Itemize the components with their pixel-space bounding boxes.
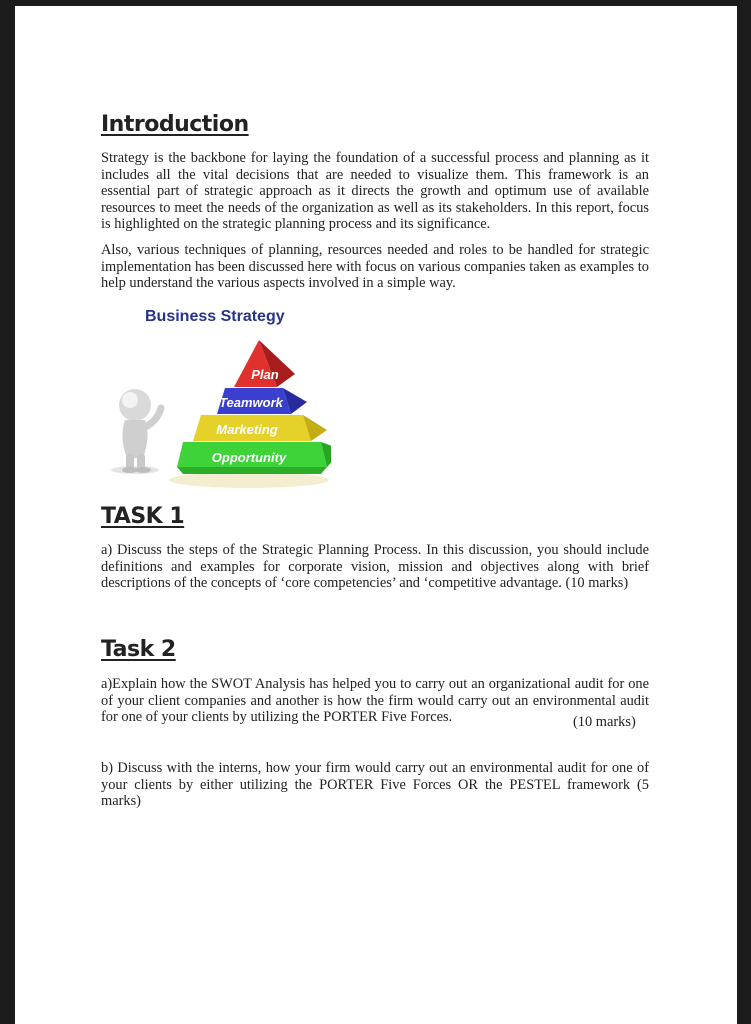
business-strategy-figure — [99, 304, 331, 489]
level-label-teamwork: Teamwork — [219, 395, 283, 410]
pyramid-tier-marketing — [193, 415, 327, 441]
task2-question-a-marks: (10 marks) — [573, 714, 636, 730]
task1-heading: TASK 1 — [101, 504, 185, 529]
level-label-marketing: Marketing — [216, 422, 278, 437]
intro-paragraph-1: Strategy is the backbone for laying the foundation of a successful process and planning as it includes all the vital decisions that are needed to visualize them. This framework is an essential part of strategic approach as it directs the growth and optimum use of available resources to meet the needs of the organization as well as its stakeholders. In this report, focus is highlighted on the strategic planning process and its significance. — [101, 150, 649, 233]
thinking-figure-icon — [111, 389, 161, 474]
task2-heading: Task 2 — [101, 637, 176, 662]
figure-title: Business Strategy — [145, 308, 285, 325]
task1-question: a) Discuss the steps of the Strategic Planning Process. In this discussion, you should include definitions and examples for corporate vision, mission and objectives along with brief descriptions of the concepts of ‘core competencies’ and ‘competitive advantage. (10 marks) — [101, 542, 649, 592]
ground-shadow — [169, 472, 329, 488]
introduction-heading: Introduction — [101, 112, 249, 137]
pyramid-tier-plan — [234, 340, 295, 387]
pyramid-tier-opportunity — [177, 442, 331, 474]
task2-question-b: b) Discuss with the interns, how your firm would carry out an environmental audit for one of your clients by either utilizing the PORTER Five Forces OR the PESTEL framework (5 marks) — [101, 760, 649, 810]
level-label-opportunity: Opportunity — [211, 450, 287, 465]
level-label-plan: Plan — [251, 367, 279, 382]
task2-question-a: a)Explain how the SWOT Analysis has helped you to carry out an organizational audit for one of your client companies and another is how the firm would carry out an environmental audit for one of your clients by utilizing the PORTER Five Forces. — [101, 676, 649, 726]
intro-paragraph-2: Also, various techniques of planning, resources needed and roles to be handled for strategic implementation has been discussed here with focus on various companies taken as examples to help understand the various aspects involved in a simple way. — [101, 242, 649, 292]
pyramid-tier-teamwork — [217, 388, 307, 414]
document-page — [15, 6, 737, 1024]
pyramid-diagram — [99, 304, 331, 489]
